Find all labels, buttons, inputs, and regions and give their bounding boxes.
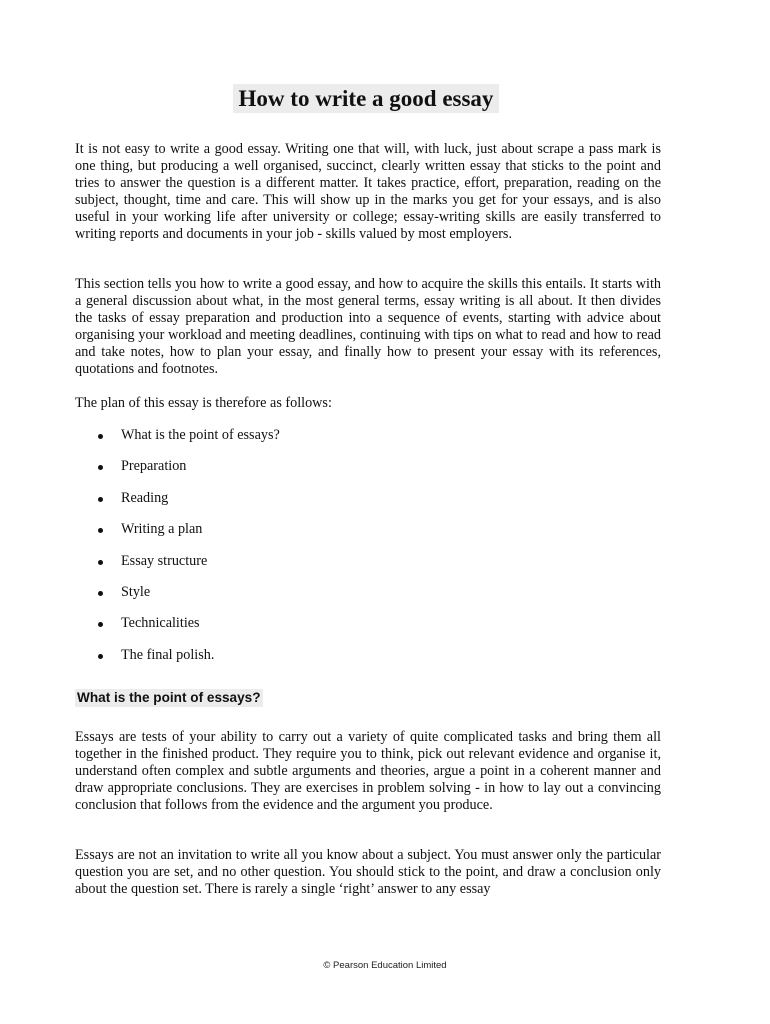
bullet-icon (98, 465, 103, 470)
section-heading: What is the point of essays? (77, 690, 261, 705)
bullet-icon (98, 622, 103, 627)
list-item-text: The final polish. (121, 646, 215, 663)
title-container (0, 84, 770, 113)
plan-intro-paragraph: The plan of this essay is therefore as follows: (75, 395, 332, 411)
list-item (75, 521, 575, 552)
list-item (75, 427, 575, 458)
list-item-text: Preparation (121, 458, 187, 475)
list-item (75, 458, 575, 489)
section-paragraph: Essays are not an invitation to write all you know about a subject. You must answer only the particular question you are set, and no other question. You should stick to the point, and draw a conclusion only about the question set. There is rarely a single ‘right’ answer to any essay (75, 847, 661, 897)
bullet-icon (98, 654, 103, 659)
section-overview-paragraph: This section tells you how to write a good essay, and how to acquire the skills this entails. It starts with a general discussion about what, in the most general terms, essay writing is all about. It then divides the tasks of essay preparation and production into a sequence of events, starting with advice about organising your workload and meeting deadlines, continuing with tips on what to read and how to read and take notes, how to plan your essay, and finally how to present your essay with its references, quotations and footnotes. (75, 276, 661, 377)
bullet-icon (98, 497, 103, 502)
bullet-icon (98, 560, 103, 565)
list-item (75, 490, 575, 521)
section-paragraph: Essays are tests of your ability to carry out a variety of quite complicated tasks and bring them all together in the finished product. They require you to think, pick out relevant evidence and organise it, understand often complex and subtle arguments and theories, argue a point in a coherent manner and draw appropriate conclusions. They are exercises in problem solving - in how to lay out a convincing conclusion that follows from the evidence and the argument you produce. (75, 729, 661, 813)
list-item (75, 584, 575, 615)
essay-plan-list (75, 427, 575, 678)
bullet-icon (98, 434, 103, 439)
list-item-text: Writing a plan (121, 521, 203, 538)
bullet-icon (98, 591, 103, 596)
list-item (75, 647, 575, 678)
copyright-footer: © Pearson Education Limited (323, 960, 447, 971)
list-item (75, 553, 575, 584)
list-item (75, 615, 575, 646)
list-item-text: Essay structure (121, 552, 208, 569)
page-title: How to write a good essay (233, 84, 500, 113)
bullet-icon (98, 528, 103, 533)
list-item-text: What is the point of essays? (121, 427, 280, 443)
list-item-text: Style (121, 583, 151, 600)
list-item-text: Technicalities (121, 615, 200, 632)
intro-paragraph: It is not easy to write a good essay. Writing one that will, with luck, just about scrape a pass mark is one thing, but producing a well organised, succinct, clearly written essay that sticks to the point and tries to answer the question is a different matter. It takes practice, effort, preparation, reading on the subject, thought, time and care. This will show up in the marks you get for your essays, and is also useful in your working life after university or college; essay-writing skills are easily transferred to writing reports and documents in your job - skills valued by most employers. (75, 141, 661, 242)
list-item-text: Reading (121, 489, 169, 506)
